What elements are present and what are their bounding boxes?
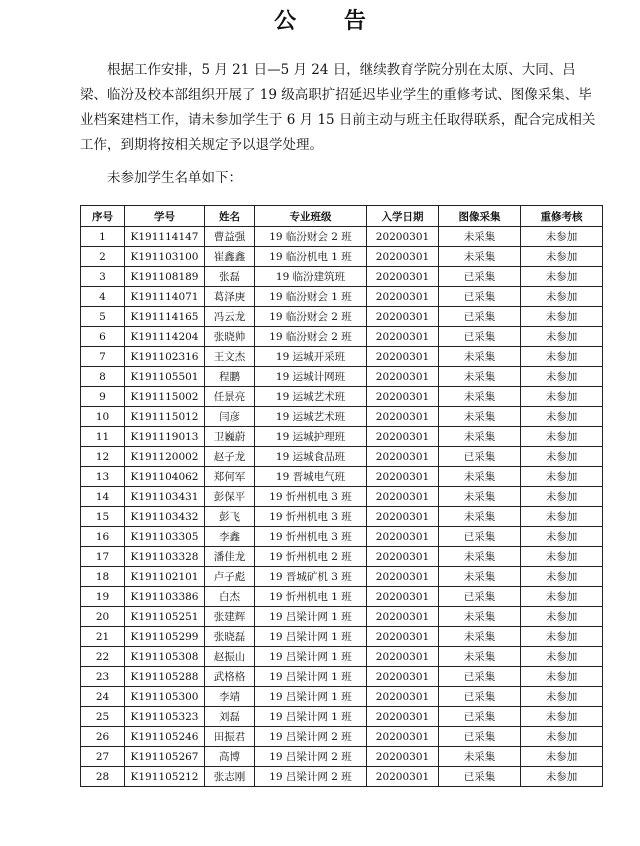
cell-enroll-date: 20200301 [367, 587, 439, 607]
cell-exam-status: 未参加 [521, 527, 603, 547]
cell-index: 20 [81, 607, 125, 627]
cell-enroll-date: 20200301 [367, 627, 439, 647]
table-row [81, 627, 603, 647]
cell-student-id: K191104062 [125, 467, 205, 487]
cell-student-id: K191119013 [125, 427, 205, 447]
cell-photo-status: 未采集 [439, 467, 521, 487]
cell-name: 曹益强 [205, 227, 255, 247]
cell-class: 19 晋城矿机 3 班 [255, 567, 367, 587]
cell-student-id: K191103328 [125, 547, 205, 567]
cell-exam-status: 未参加 [521, 247, 603, 267]
cell-exam-status: 未参加 [521, 227, 603, 247]
cell-index: 19 [81, 587, 125, 607]
table-row [81, 647, 603, 667]
cell-class: 19 吕梁计网 1 班 [255, 667, 367, 687]
cell-enroll-date: 20200301 [367, 607, 439, 627]
cell-index: 16 [81, 527, 125, 547]
table-row [81, 587, 603, 607]
cell-exam-status: 未参加 [521, 427, 603, 447]
cell-photo-status: 已采集 [439, 267, 521, 287]
table-row [81, 387, 603, 407]
cell-photo-status: 已采集 [439, 767, 521, 787]
cell-exam-status: 未参加 [521, 407, 603, 427]
cell-enroll-date: 20200301 [367, 747, 439, 767]
cell-enroll-date: 20200301 [367, 727, 439, 747]
cell-class: 19 吕梁计网 1 班 [255, 607, 367, 627]
cell-photo-status: 未采集 [439, 407, 521, 427]
cell-photo-status: 未采集 [439, 367, 521, 387]
header-student-id: 学号 [125, 206, 205, 227]
cell-student-id: K191103431 [125, 487, 205, 507]
cell-name: 张晓磊 [205, 627, 255, 647]
table-row [81, 447, 603, 467]
cell-index: 3 [81, 267, 125, 287]
cell-exam-status: 未参加 [521, 447, 603, 467]
cell-student-id: K191103100 [125, 247, 205, 267]
cell-index: 26 [81, 727, 125, 747]
cell-class: 19 晋城电气班 [255, 467, 367, 487]
cell-index: 8 [81, 367, 125, 387]
cell-photo-status: 未采集 [439, 347, 521, 367]
cell-class: 19 临汾财会 2 班 [255, 307, 367, 327]
cell-student-id: K191105212 [125, 767, 205, 787]
cell-student-id: K191102316 [125, 347, 205, 367]
table-row [81, 767, 603, 787]
cell-class: 19 运城艺术班 [255, 407, 367, 427]
cell-enroll-date: 20200301 [367, 367, 439, 387]
cell-name: 王文杰 [205, 347, 255, 367]
table-row [81, 347, 603, 367]
cell-photo-status: 已采集 [439, 727, 521, 747]
cell-student-id: K191105501 [125, 367, 205, 387]
cell-index: 17 [81, 547, 125, 567]
cell-index: 18 [81, 567, 125, 587]
cell-exam-status: 未参加 [521, 707, 603, 727]
cell-index: 15 [81, 507, 125, 527]
cell-name: 白杰 [205, 587, 255, 607]
cell-class: 19 临汾机电 1 班 [255, 247, 367, 267]
cell-enroll-date: 20200301 [367, 707, 439, 727]
cell-name: 葛泽庚 [205, 287, 255, 307]
cell-student-id: K191105267 [125, 747, 205, 767]
cell-exam-status: 未参加 [521, 467, 603, 487]
cell-exam-status: 未参加 [521, 327, 603, 347]
cell-enroll-date: 20200301 [367, 767, 439, 787]
cell-name: 潘佳龙 [205, 547, 255, 567]
cell-student-id: K191105300 [125, 687, 205, 707]
cell-enroll-date: 20200301 [367, 387, 439, 407]
cell-index: 1 [81, 227, 125, 247]
cell-class: 19 忻州机电 3 班 [255, 527, 367, 547]
cell-photo-status: 已采集 [439, 587, 521, 607]
table-row [81, 607, 603, 627]
cell-exam-status: 未参加 [521, 387, 603, 407]
cell-class: 19 吕梁计网 1 班 [255, 687, 367, 707]
student-list-table [80, 205, 603, 787]
header-name: 姓名 [205, 206, 255, 227]
cell-photo-status: 已采集 [439, 707, 521, 727]
cell-photo-status: 已采集 [439, 327, 521, 347]
cell-student-id: K191103386 [125, 587, 205, 607]
cell-enroll-date: 20200301 [367, 447, 439, 467]
cell-name: 高博 [205, 747, 255, 767]
cell-index: 6 [81, 327, 125, 347]
cell-photo-status: 未采集 [439, 507, 521, 527]
table-body [81, 227, 603, 787]
cell-name: 程鹏 [205, 367, 255, 387]
table-row [81, 547, 603, 567]
cell-exam-status: 未参加 [521, 547, 603, 567]
cell-class: 19 忻州机电 1 班 [255, 587, 367, 607]
cell-class: 19 吕梁计网 1 班 [255, 707, 367, 727]
cell-photo-status: 未采集 [439, 427, 521, 447]
cell-student-id: K191105323 [125, 707, 205, 727]
cell-enroll-date: 20200301 [367, 267, 439, 287]
table-header-row [81, 206, 603, 227]
table-row [81, 527, 603, 547]
cell-name: 郑何军 [205, 467, 255, 487]
cell-enroll-date: 20200301 [367, 687, 439, 707]
cell-index: 28 [81, 767, 125, 787]
cell-exam-status: 未参加 [521, 287, 603, 307]
cell-exam-status: 未参加 [521, 487, 603, 507]
cell-index: 11 [81, 427, 125, 447]
cell-exam-status: 未参加 [521, 767, 603, 787]
cell-index: 22 [81, 647, 125, 667]
list-intro-text: 未参加学生名单如下： [107, 170, 242, 186]
cell-photo-status: 未采集 [439, 627, 521, 647]
cell-index: 7 [81, 347, 125, 367]
cell-index: 5 [81, 307, 125, 327]
cell-class: 19 临汾财会 2 班 [255, 227, 367, 247]
cell-photo-status: 未采集 [439, 647, 521, 667]
cell-name: 张晓帅 [205, 327, 255, 347]
cell-student-id: K191105288 [125, 667, 205, 687]
cell-enroll-date: 20200301 [367, 507, 439, 527]
cell-name: 彭保平 [205, 487, 255, 507]
cell-photo-status: 未采集 [439, 747, 521, 767]
cell-class: 19 忻州机电 2 班 [255, 547, 367, 567]
notice-body-paragraph: 根据工作安排，5 月 21 日—5 月 24 日，继续教育学院分别在太原、大同、吕梁、临汾及校本部组织开展了 19 级高职扩招延迟毕业学生的重修考试、图像采集、毕业档案建档工作，请未参加学生于 6 月 15 日前主动与班主任取得联系，配合完成相关工作，到期将按相关规定予以退学处理。 [80, 62, 596, 153]
cell-enroll-date: 20200301 [367, 327, 439, 347]
cell-name: 武格格 [205, 667, 255, 687]
table-row [81, 507, 603, 527]
cell-student-id: K191105299 [125, 627, 205, 647]
cell-enroll-date: 20200301 [367, 247, 439, 267]
cell-class: 19 吕梁计网 2 班 [255, 727, 367, 747]
cell-name: 李靖 [205, 687, 255, 707]
cell-name: 冯云龙 [205, 307, 255, 327]
cell-photo-status: 未采集 [439, 247, 521, 267]
cell-exam-status: 未参加 [521, 367, 603, 387]
cell-photo-status: 已采集 [439, 687, 521, 707]
cell-student-id: K191114165 [125, 307, 205, 327]
cell-student-id: K191105246 [125, 727, 205, 747]
header-exam-status: 重修考核 [521, 206, 603, 227]
cell-index: 2 [81, 247, 125, 267]
header-class: 专业班级 [255, 206, 367, 227]
cell-enroll-date: 20200301 [367, 487, 439, 507]
cell-class: 19 吕梁计网 1 班 [255, 627, 367, 647]
cell-student-id: K191108189 [125, 267, 205, 287]
cell-name: 彭飞 [205, 507, 255, 527]
table-row [81, 487, 603, 507]
cell-photo-status: 已采集 [439, 527, 521, 547]
cell-student-id: K191103432 [125, 507, 205, 527]
table-row [81, 467, 603, 487]
header-index: 序号 [81, 206, 125, 227]
cell-class: 19 临汾财会 1 班 [255, 287, 367, 307]
cell-index: 9 [81, 387, 125, 407]
cell-exam-status: 未参加 [521, 727, 603, 747]
cell-name: 张磊 [205, 267, 255, 287]
table-row [81, 667, 603, 687]
cell-photo-status: 已采集 [439, 307, 521, 327]
cell-name: 任景亮 [205, 387, 255, 407]
cell-index: 14 [81, 487, 125, 507]
cell-name: 赵子龙 [205, 447, 255, 467]
cell-student-id: K191115002 [125, 387, 205, 407]
cell-class: 19 运城开采班 [255, 347, 367, 367]
cell-name: 卫巍蔚 [205, 427, 255, 447]
cell-photo-status: 已采集 [439, 447, 521, 467]
cell-exam-status: 未参加 [521, 667, 603, 687]
cell-enroll-date: 20200301 [367, 547, 439, 567]
cell-index: 10 [81, 407, 125, 427]
cell-class: 19 运城食品班 [255, 447, 367, 467]
cell-enroll-date: 20200301 [367, 647, 439, 667]
cell-exam-status: 未参加 [521, 687, 603, 707]
cell-exam-status: 未参加 [521, 307, 603, 327]
cell-class: 19 临汾建筑班 [255, 267, 367, 287]
cell-exam-status: 未参加 [521, 267, 603, 287]
cell-photo-status: 未采集 [439, 567, 521, 587]
table-row [81, 267, 603, 287]
cell-photo-status: 已采集 [439, 287, 521, 307]
cell-enroll-date: 20200301 [367, 527, 439, 547]
table-row [81, 427, 603, 447]
cell-class: 19 吕梁计网 2 班 [255, 767, 367, 787]
cell-class: 19 吕梁计网 2 班 [255, 747, 367, 767]
cell-class: 19 运城计网班 [255, 367, 367, 387]
cell-exam-status: 未参加 [521, 347, 603, 367]
table-row [81, 327, 603, 347]
cell-class: 19 运城护理班 [255, 427, 367, 447]
cell-photo-status: 已采集 [439, 667, 521, 687]
cell-student-id: K191115012 [125, 407, 205, 427]
cell-enroll-date: 20200301 [367, 407, 439, 427]
table-row [81, 707, 603, 727]
cell-name: 田振君 [205, 727, 255, 747]
cell-student-id: K191114147 [125, 227, 205, 247]
cell-enroll-date: 20200301 [367, 307, 439, 327]
table-row [81, 247, 603, 267]
cell-enroll-date: 20200301 [367, 567, 439, 587]
cell-exam-status: 未参加 [521, 747, 603, 767]
cell-exam-status: 未参加 [521, 627, 603, 647]
cell-class: 19 忻州机电 3 班 [255, 507, 367, 527]
cell-index: 27 [81, 747, 125, 767]
cell-photo-status: 未采集 [439, 387, 521, 407]
cell-name: 赵振山 [205, 647, 255, 667]
cell-enroll-date: 20200301 [367, 467, 439, 487]
cell-index: 13 [81, 467, 125, 487]
cell-index: 21 [81, 627, 125, 647]
cell-name: 张志刚 [205, 767, 255, 787]
cell-class: 19 吕梁计网 1 班 [255, 647, 367, 667]
cell-photo-status: 未采集 [439, 487, 521, 507]
cell-enroll-date: 20200301 [367, 347, 439, 367]
cell-exam-status: 未参加 [521, 647, 603, 667]
table-row [81, 727, 603, 747]
cell-exam-status: 未参加 [521, 567, 603, 587]
cell-enroll-date: 20200301 [367, 667, 439, 687]
cell-index: 23 [81, 667, 125, 687]
cell-name: 张建辉 [205, 607, 255, 627]
cell-student-id: K191103305 [125, 527, 205, 547]
cell-enroll-date: 20200301 [367, 287, 439, 307]
cell-exam-status: 未参加 [521, 587, 603, 607]
table-row [81, 407, 603, 427]
table-row [81, 687, 603, 707]
header-photo-status: 图像采集 [439, 206, 521, 227]
cell-photo-status: 未采集 [439, 607, 521, 627]
cell-student-id: K191105308 [125, 647, 205, 667]
cell-exam-status: 未参加 [521, 607, 603, 627]
cell-name: 崔鑫鑫 [205, 247, 255, 267]
cell-index: 25 [81, 707, 125, 727]
cell-student-id: K191105251 [125, 607, 205, 627]
table-row [81, 747, 603, 767]
table-row [81, 287, 603, 307]
cell-class: 19 忻州机电 3 班 [255, 487, 367, 507]
cell-name: 闫彦 [205, 407, 255, 427]
table-row [81, 567, 603, 587]
cell-student-id: K191102101 [125, 567, 205, 587]
notice-title: 公 告 [274, 8, 386, 34]
table-row [81, 227, 603, 247]
cell-photo-status: 未采集 [439, 227, 521, 247]
cell-student-id: K191120002 [125, 447, 205, 467]
cell-student-id: K191114071 [125, 287, 205, 307]
table-row [81, 307, 603, 327]
cell-class: 19 运城艺术班 [255, 387, 367, 407]
header-enroll-date: 入学日期 [367, 206, 439, 227]
table-row [81, 367, 603, 387]
cell-index: 12 [81, 447, 125, 467]
cell-enroll-date: 20200301 [367, 227, 439, 247]
cell-photo-status: 未采集 [439, 547, 521, 567]
cell-index: 24 [81, 687, 125, 707]
cell-enroll-date: 20200301 [367, 427, 439, 447]
cell-student-id: K191114204 [125, 327, 205, 347]
cell-name: 李鑫 [205, 527, 255, 547]
cell-index: 4 [81, 287, 125, 307]
cell-class: 19 临汾财会 2 班 [255, 327, 367, 347]
cell-exam-status: 未参加 [521, 507, 603, 527]
cell-name: 刘磊 [205, 707, 255, 727]
cell-name: 卢子彪 [205, 567, 255, 587]
